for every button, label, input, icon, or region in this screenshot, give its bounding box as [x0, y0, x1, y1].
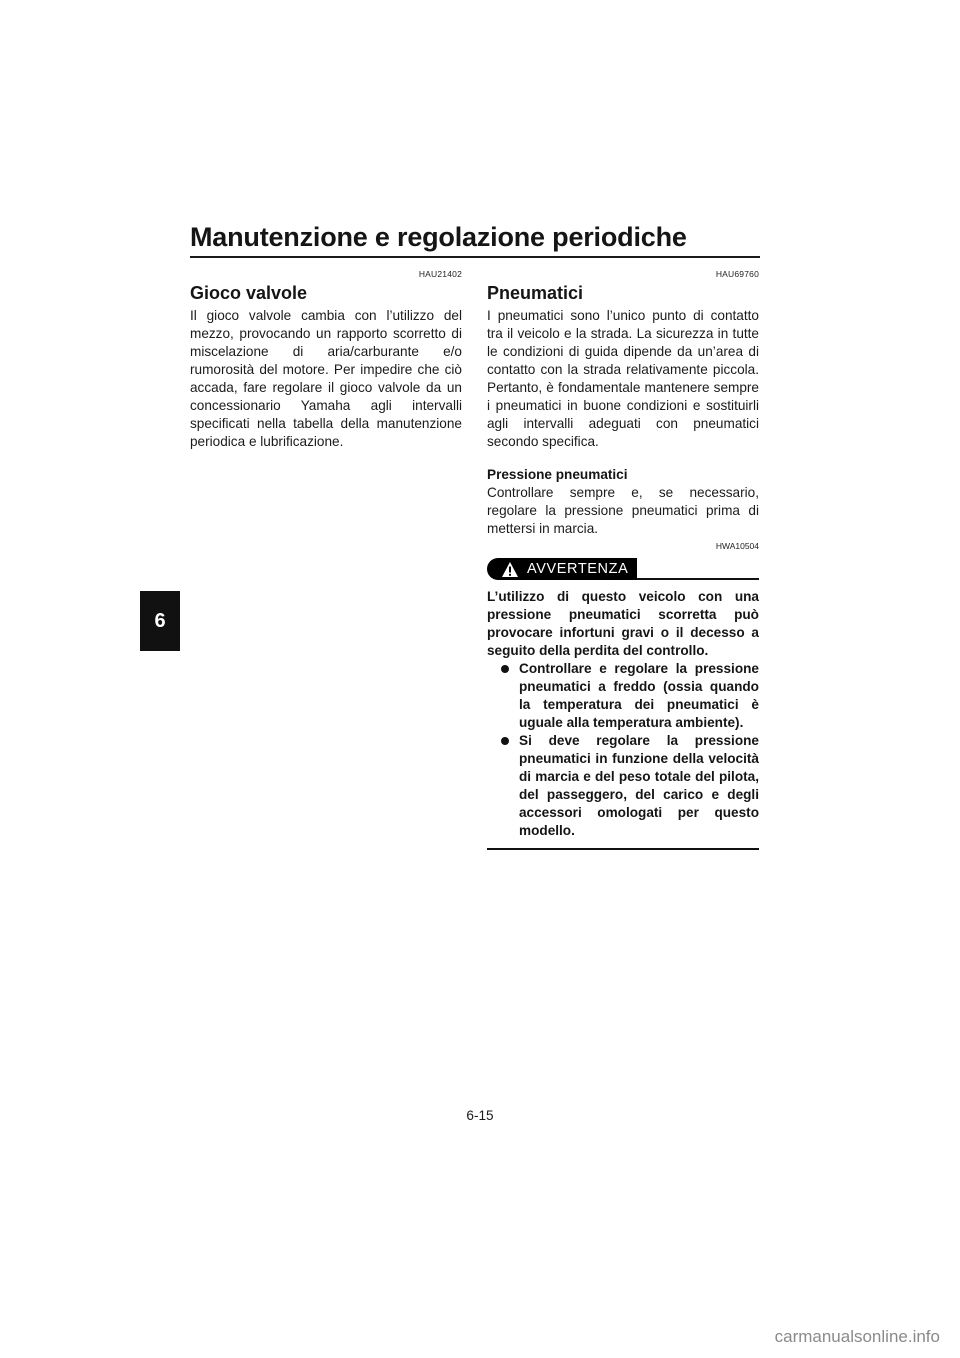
tires-paragraph: I pneumatici sono l’unico punto di contatto tra il veicolo e la strada. La sicurezza in tutte le condizioni di guida dipende da un’area di contatto con la strada relativamente piccola. Pertanto, è fondamentale mantenere sempre i pneumatici in buone condizioni e sostituirli agli intervalli adeguati con pneumatici secondo specifica. — [487, 308, 759, 449]
list-item — [487, 660, 759, 732]
section-code: HAU69760 — [715, 269, 759, 279]
right-column — [487, 268, 759, 850]
warning-triangle-icon — [499, 558, 521, 580]
list-item — [487, 732, 759, 840]
section-code: HAU21402 — [418, 269, 462, 279]
section-heading-tires: Pneumatici — [487, 283, 584, 303]
bullet-dot-icon — [501, 665, 509, 673]
warning-header — [487, 558, 759, 580]
header-divider — [190, 256, 760, 258]
warning-end-rule — [487, 848, 759, 850]
warning-code: HWA10504 — [715, 541, 759, 551]
page-title: Manutenzione e regolazione periodiche — [190, 222, 687, 252]
warning-badge — [487, 558, 637, 580]
left-column — [190, 268, 462, 451]
chapter-tab: 6 — [140, 591, 180, 651]
page-number: 6-15 — [466, 1108, 494, 1123]
tire-pressure-paragraph: Controllare sempre e, se necessario, regolare la pressione pneumatici prima di mettersi in marcia. — [487, 485, 759, 536]
bullet-text: Controllare e regolare la pressione pneumatici a freddo (ossia quando la temperatura dei pneumatici è uguale alla temperatura ambiente). — [519, 661, 759, 730]
warning-label: AVVERTENZA — [527, 561, 629, 577]
tire-pressure-subheading: Pressione pneumatici — [487, 467, 628, 482]
warning-bullet-list — [487, 660, 759, 840]
section-heading-valve-clearance: Gioco valvole — [190, 283, 308, 303]
valve-clearance-paragraph: Il gioco valvole cambia con l’utilizzo del mezzo, provocando un rapporto scorretto di miscelazione di aria/carburante e/o rumorosità del motore. Per impedire che ciò accada, fare regolare il gioco valvole da un concessionario Yamaha agli intervalli specificati nella tabella della manutenzione periodica e lubrificazione. — [190, 308, 462, 449]
watermark: carmanualsonline.info — [774, 1327, 940, 1346]
warning-text: L’utilizzo di questo veicolo con una pressione pneumatici scorretta può provocare infortuni gravi o il decesso a seguito della perdita del controllo. — [487, 589, 759, 658]
bullet-text: Si deve regolare la pressione pneumatici in funzione della velocità di marcia e del peso totale del pilota, del passeggero, del carico e degli accessori omologati per questo modello. — [519, 733, 759, 838]
warning-header-rule — [637, 578, 759, 580]
bullet-dot-icon — [501, 737, 509, 745]
